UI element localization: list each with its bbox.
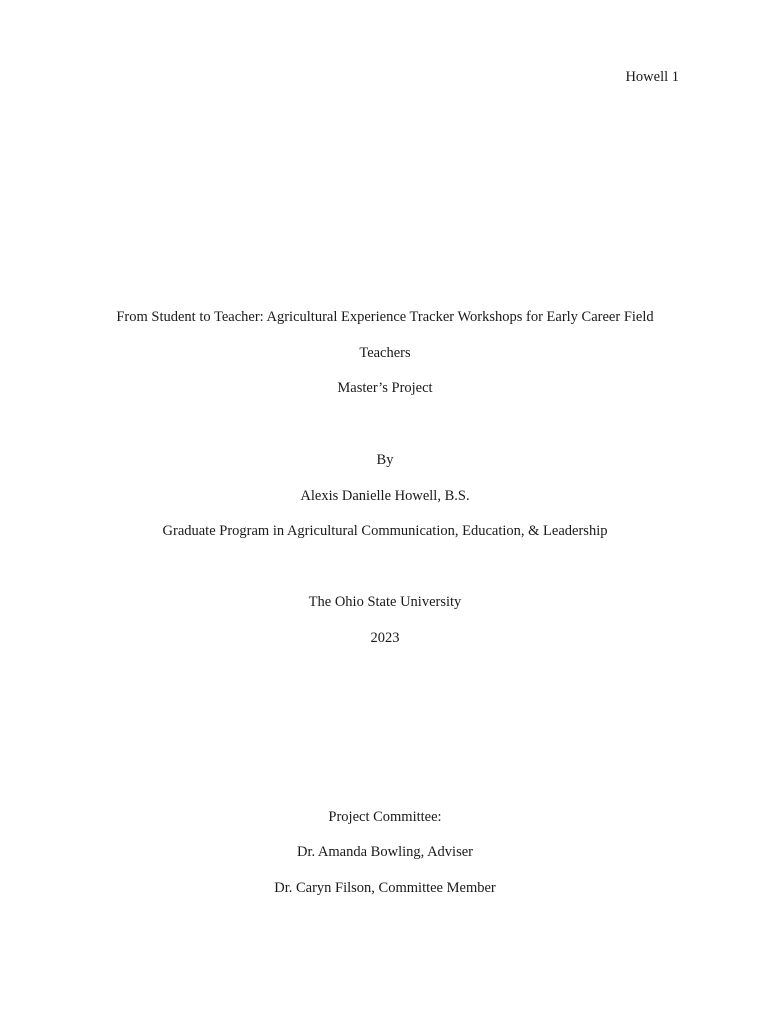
committee-member: Dr. Caryn Filson, Committee Member (274, 880, 496, 896)
author-name: Alexis Danielle Howell, B.S. (300, 488, 470, 504)
university-name: The Ohio State University (308, 594, 462, 610)
committee-member-adviser: Dr. Amanda Bowling, Adviser (296, 844, 473, 860)
committee-heading: Project Committee: (328, 809, 442, 825)
by-label: By (376, 452, 394, 468)
graduate-program: Graduate Program in Agricultural Communication, Education, & Leadership (162, 523, 608, 539)
year: 2023 (370, 630, 400, 646)
document-type: Master’s Project (337, 380, 433, 396)
title-line-2: Teachers (359, 345, 411, 361)
running-head-page-number: Howell 1 (625, 69, 679, 85)
title-line-1: From Student to Teacher: Agricultural Experience Tracker Workshops for Early Career Field (116, 309, 654, 325)
